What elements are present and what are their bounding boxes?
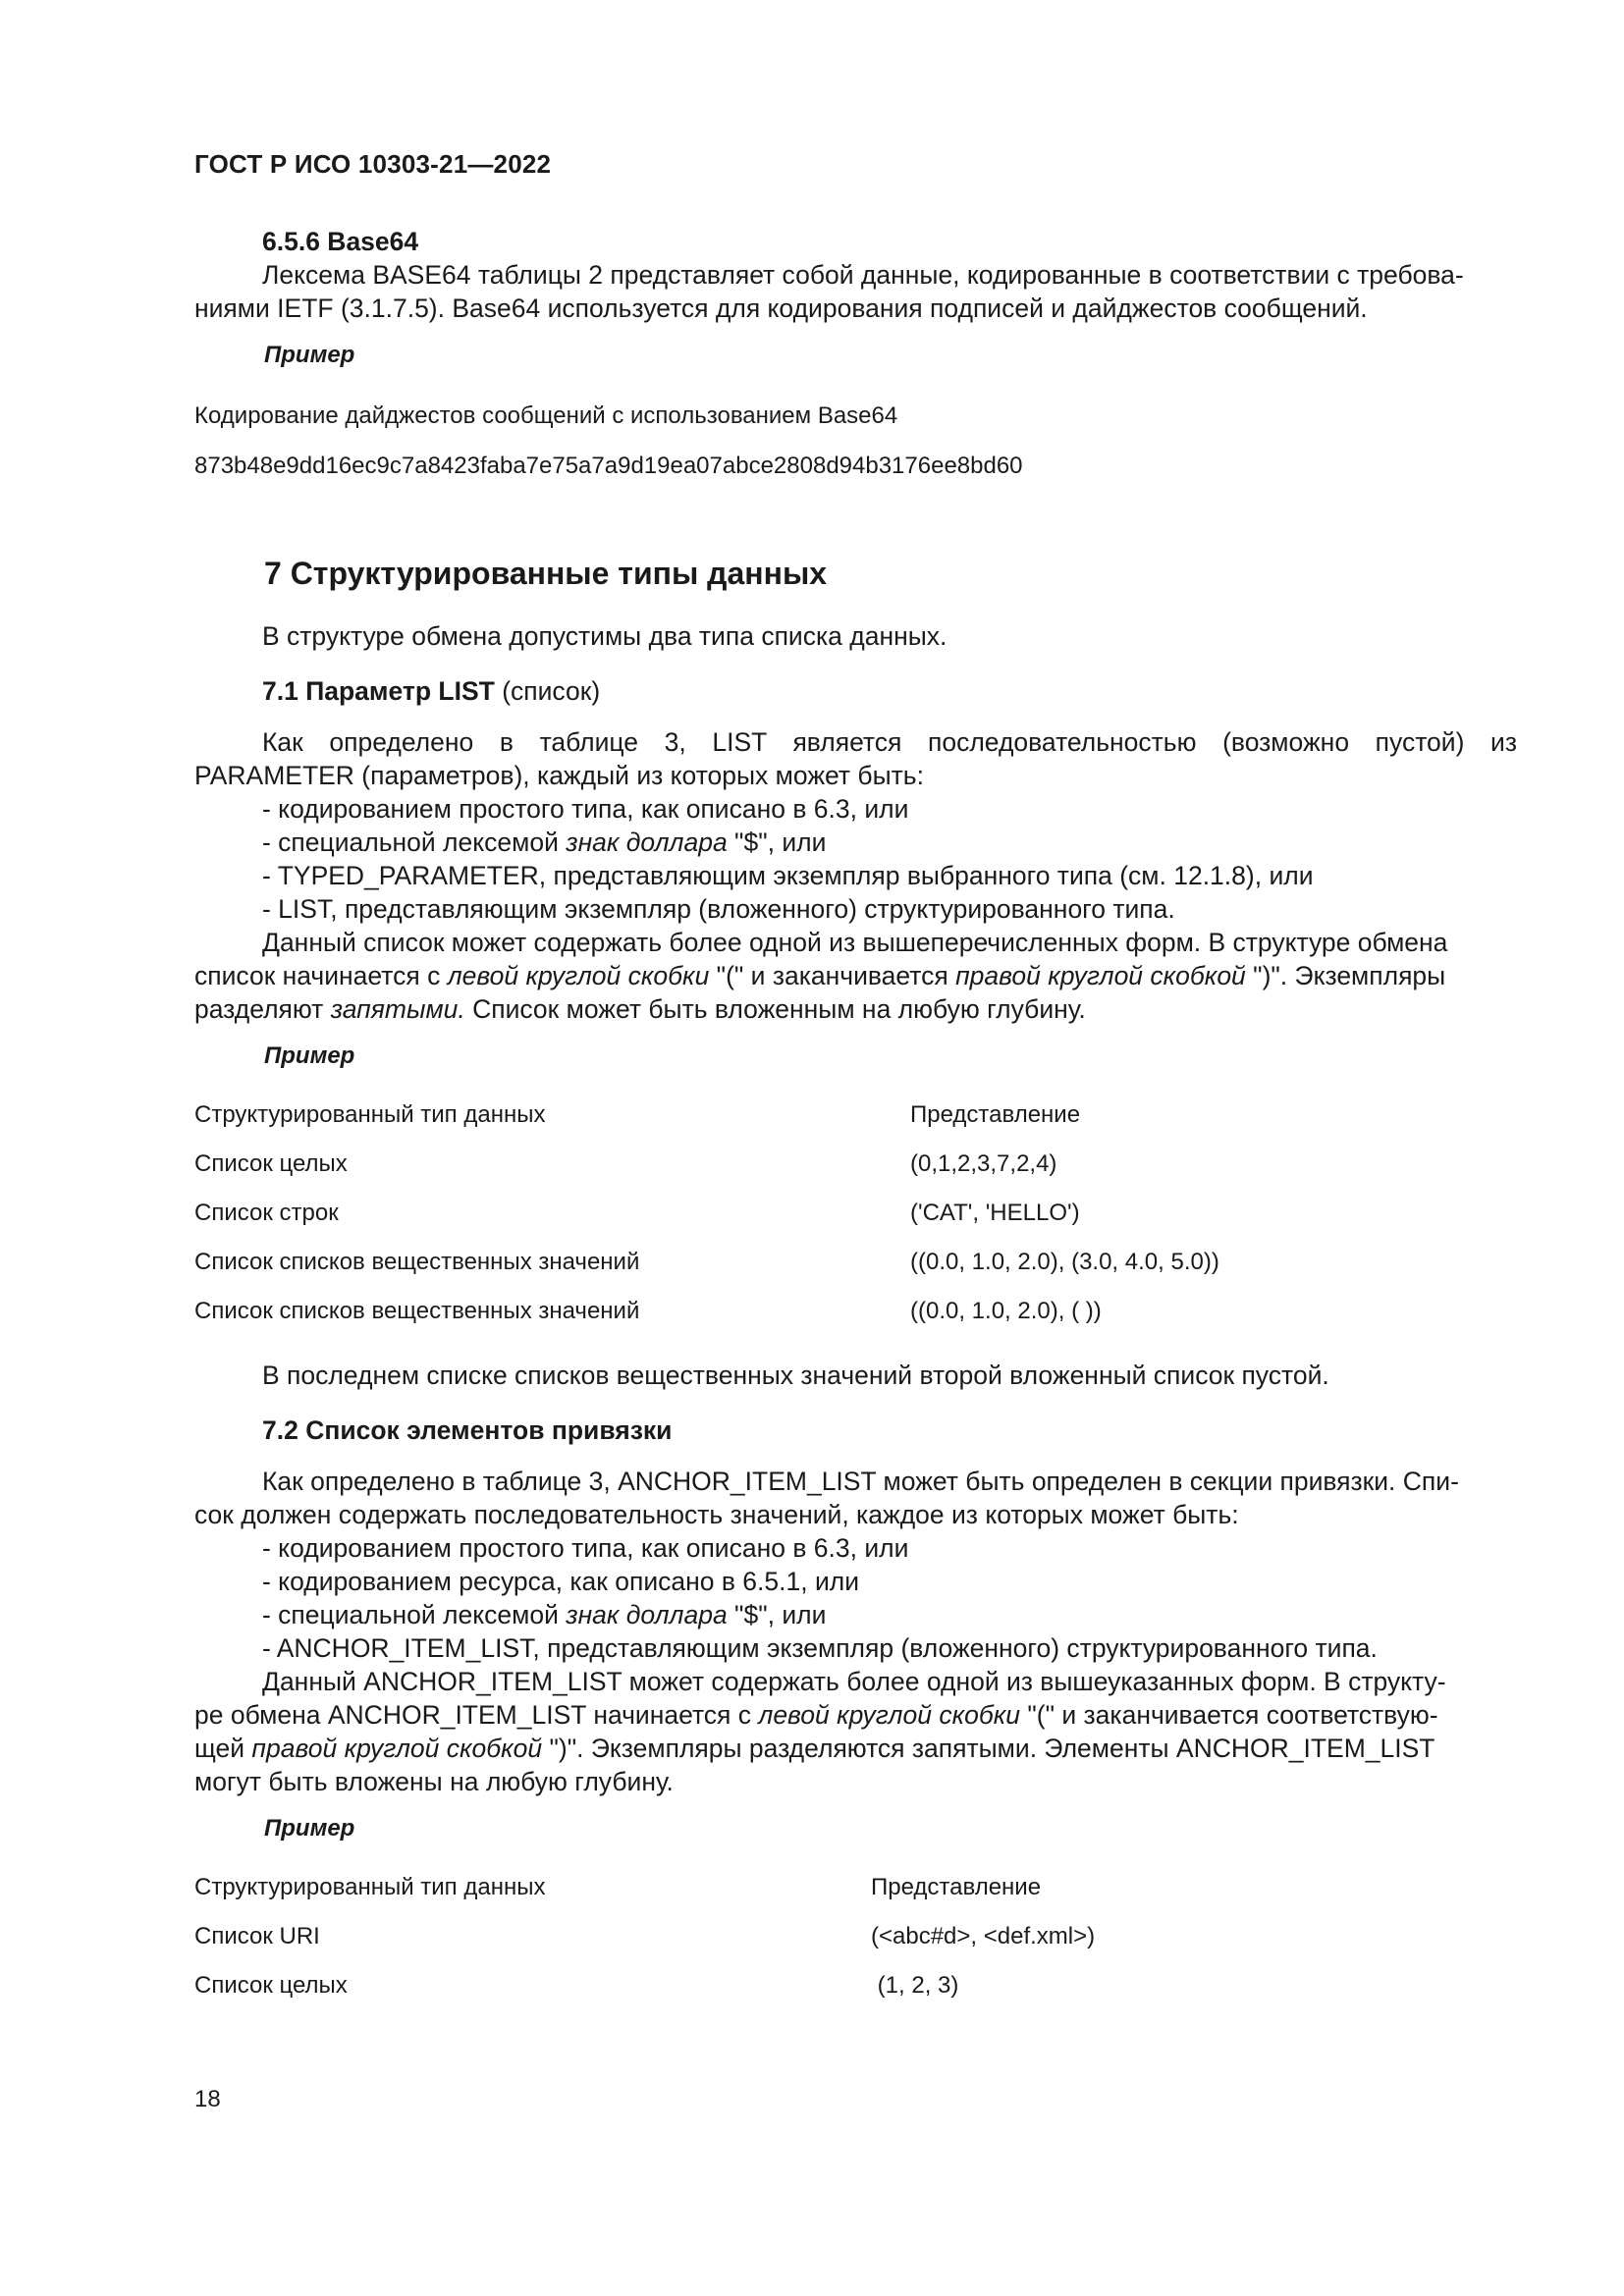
table-cell: Список целых — [194, 1972, 348, 1999]
example-label: Пример — [264, 1815, 355, 1842]
example-label: Пример — [264, 1042, 355, 1069]
table-header: Структурированный тип данных — [194, 1101, 546, 1128]
list-item-text: "$", или — [727, 828, 827, 857]
italic-run: правой круглой скобкой — [955, 961, 1246, 990]
text-run: ")". Экземпляры — [1245, 961, 1446, 990]
list-item: - кодированием ресурса, как описано в 6.5.1, или — [262, 1567, 860, 1596]
text-run: разделяют — [194, 994, 331, 1024]
paragraph-line — [194, 959, 1445, 992]
example-text: Кодирование дайджестов сообщений с использованием Base64 — [194, 402, 898, 429]
section-heading-7: 7 Структурированные типы данных — [264, 556, 828, 591]
table-cell: Список целых — [194, 1150, 348, 1177]
paragraph-line: ниями IETF (3.1.7.5). Base64 используется для кодирования подписей и дайджестов сообщений. — [194, 294, 1368, 323]
text-run: Список может быть вложенным на любую глубину. — [464, 994, 1086, 1024]
list-item-text: - специальной лексемой — [262, 828, 567, 857]
text-run: "(" и заканчивается соответствую- — [1019, 1700, 1438, 1730]
list-item: - кодированием простого типа, как описано в 6.3, или — [262, 1533, 909, 1563]
paragraph-line: В последнем списке списков вещественных значений второй вложенный список пустой. — [262, 1361, 1329, 1390]
paragraph-line: В структуре обмена допустимы два типа списка данных. — [262, 621, 947, 651]
paragraph-line: Как определено в таблице 3, LIST является последовательностью (возможно пустой) из — [262, 727, 1517, 757]
heading-bold-part: 7.1 Параметр LIST — [262, 676, 495, 706]
text-run: список начинается с — [194, 961, 448, 990]
table-cell: (0,1,2,3,7,2,4) — [910, 1150, 1057, 1177]
list-item-text: - специальной лексемой — [262, 1600, 567, 1629]
example-hash: 873b48e9dd16ec9c7a8423faba7e75a7a9d19ea07abce2808d94b3176ee8bd60 — [194, 453, 1023, 479]
table-cell: ((0.0, 1.0, 2.0), (3.0, 4.0, 5.0)) — [910, 1249, 1219, 1275]
text-run: "(" и заканчивается — [709, 961, 956, 990]
list-item-italic: знак доллара — [566, 828, 728, 857]
paragraph-line: Данный ANCHOR_ITEM_LIST может содержать более одной из вышеуказанных форм. В структу- — [262, 1667, 1446, 1696]
table-cell: (1, 2, 3) — [871, 1972, 959, 1999]
table-cell: Список строк — [194, 1200, 339, 1226]
paragraph-line: могут быть вложены на любую глубину. — [194, 1767, 674, 1796]
paragraph-line — [194, 1698, 1438, 1732]
page-number: 18 — [194, 2086, 221, 2112]
example-label: Пример — [264, 342, 355, 368]
paragraph-line: сок должен содержать последовательность значений, каждое из которых может быть: — [194, 1500, 1239, 1529]
table-cell: Список URI — [194, 1923, 320, 1949]
table-header: Представление — [871, 1874, 1042, 1900]
paragraph-line: PARAMETER (параметров), каждый из которых может быть: — [194, 761, 924, 790]
text-run: ре обмена ANCHOR_ITEM_LIST начинается с — [194, 1700, 759, 1730]
table-header: Представление — [910, 1101, 1081, 1128]
paragraph-line: Как определено в таблице 3, ANCHOR_ITEM_LIST может быть определен в секции привязки. Спи- — [262, 1467, 1459, 1496]
section-heading-7-1 — [262, 674, 600, 708]
table-cell: Список списков вещественных значений — [194, 1298, 640, 1324]
list-item: - TYPED_PARAMETER, представляющим экземпляр выбранного типа (см. 12.1.8), или — [262, 861, 1314, 890]
document-header: ГОСТ Р ИСО 10303-21—2022 — [194, 149, 552, 179]
text-run: щей — [194, 1734, 252, 1763]
text-run: ")". Экземпляры разделяются запятыми. Элементы ANCHOR_ITEM_LIST — [542, 1734, 1435, 1763]
list-item: - LIST, представляющим экземпляр (вложенного) структурированного типа. — [262, 894, 1175, 924]
list-item-text: "$", или — [727, 1600, 827, 1629]
paragraph-line — [194, 992, 1086, 1026]
list-item-italic: знак доллара — [566, 1600, 728, 1629]
table-cell: ((0.0, 1.0, 2.0), ( )) — [910, 1298, 1102, 1324]
italic-run: правой круглой скобкой — [251, 1734, 543, 1763]
section-heading-6-5-6: 6.5.6 Base64 — [262, 227, 419, 256]
list-item — [262, 1598, 826, 1631]
paragraph-line: Лексема BASE64 таблицы 2 представляет собой данные, кодированные в соответствии с требова- — [262, 260, 1464, 290]
table-cell: ('CAT', 'HELLO') — [910, 1200, 1080, 1226]
list-item — [262, 826, 826, 859]
table-cell: Список списков вещественных значений — [194, 1249, 640, 1275]
table-cell: (<abc#d>, <def.xml>) — [871, 1923, 1096, 1949]
list-item: - кодированием простого типа, как описано в 6.3, или — [262, 794, 909, 824]
list-item: - ANCHOR_ITEM_LIST, представляющим экземпляр (вложенного) структурированного типа. — [262, 1633, 1378, 1663]
heading-normal-part: (список) — [494, 676, 601, 706]
italic-run: левой круглой скобки — [447, 961, 710, 990]
italic-run: левой круглой скобки — [758, 1700, 1020, 1730]
paragraph-line: Данный список может содержать более одной из вышеперечисленных форм. В структуре обмена — [262, 928, 1448, 957]
table-header: Структурированный тип данных — [194, 1874, 546, 1900]
italic-run: запятыми. — [330, 994, 465, 1024]
paragraph-line — [194, 1732, 1435, 1765]
section-heading-7-2: 7.2 Список элементов привязки — [262, 1415, 673, 1445]
